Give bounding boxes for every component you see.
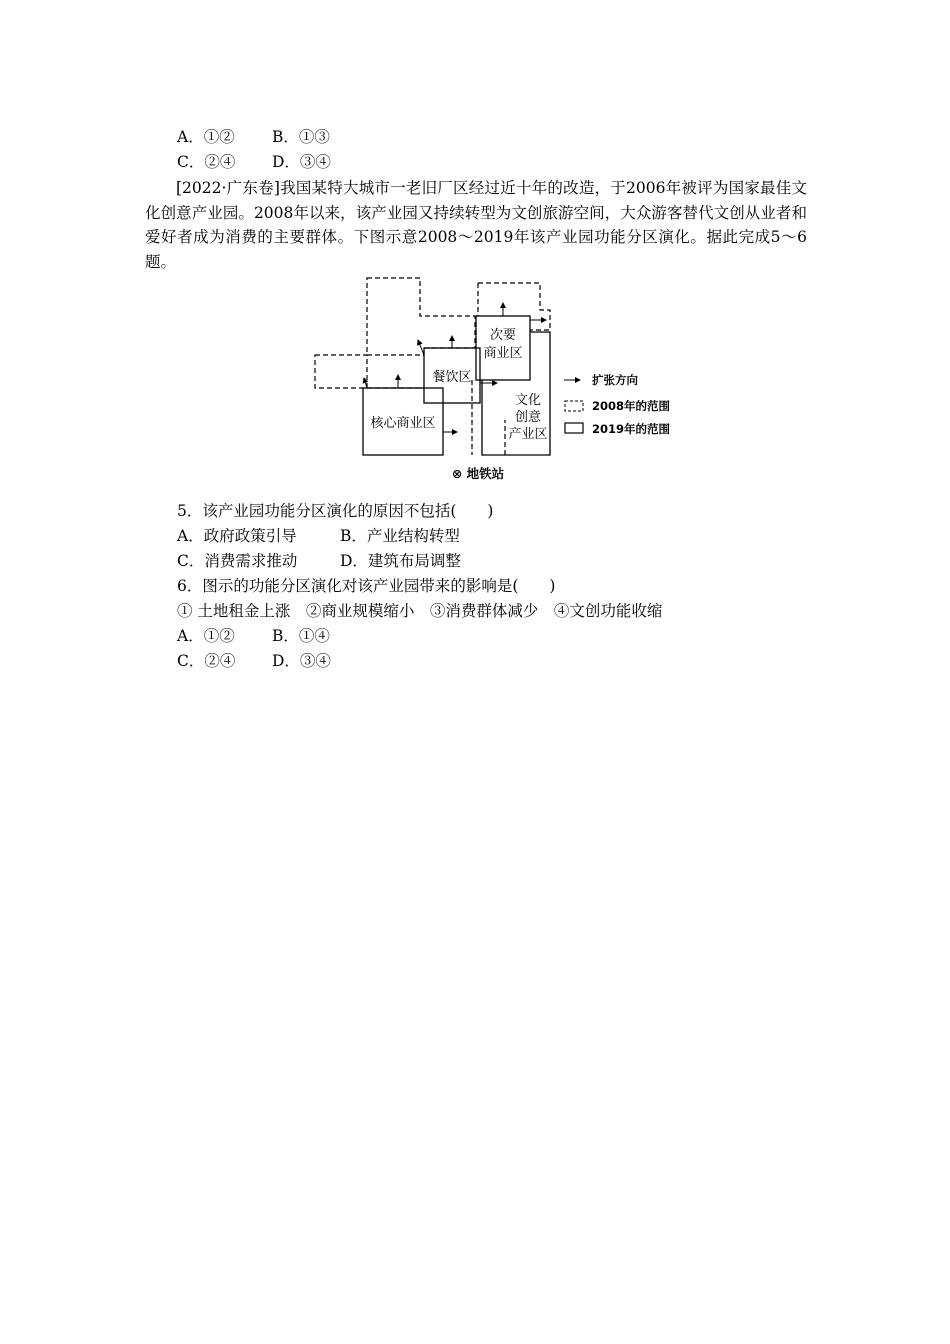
q6-option-a: A．①② (177, 627, 235, 645)
q5-option-c: C．消费需求推动 (177, 552, 298, 570)
dining-label: 餐饮区 (432, 370, 472, 385)
q5-option-a: A．政府政策引导 (177, 527, 297, 545)
q5-option-b: B．产业结构转型 (340, 527, 460, 545)
q6-option-c: C．②④ (177, 652, 236, 670)
prev-option-a: A．①② (177, 128, 235, 146)
legend-solid-label: 2019年的范围 (592, 422, 671, 436)
creative-label-2: 创意 (514, 410, 542, 425)
metro-station-label: ⊗ 地铁站 (451, 466, 505, 481)
legend-arrow-label: 扩张方向 (592, 373, 638, 387)
prev-option-c: C．②④ (177, 153, 236, 171)
industrial-park-figure (300, 272, 700, 488)
secondary-label-2: 商业区 (483, 346, 523, 361)
legend-solid-swatch (565, 423, 583, 433)
core-commercial-label: 核心商业区 (370, 416, 436, 431)
legend-dashed-label: 2008年的范围 (592, 399, 671, 413)
secondary-label-1: 次要 (489, 328, 517, 343)
q6-option-b: B．①④ (272, 627, 330, 645)
creative-label-1: 文化 (514, 393, 542, 408)
creative-label-3: 产业区 (508, 427, 548, 442)
q6-stem: 6．图示的功能分区演化对该产业园带来的影响是( ) (177, 577, 556, 595)
q5-option-d: D．建筑布局调整 (340, 552, 461, 570)
prev-option-b: B．①③ (272, 128, 330, 146)
prev-option-d: D．③④ (272, 153, 331, 171)
legend-dashed-swatch (565, 401, 583, 411)
q5-stem: 5．该产业园功能分区演化的原因不包括( ) (177, 502, 494, 520)
q6-option-d: D．③④ (272, 652, 331, 670)
intro-paragraph: [2022·广东卷]我国某特大城市一老旧厂区经过近十年的改造，于2006年被评为国家最佳文化创意产业园。2008年以来，该产业园又持续转型为文创旅游空间，大众游客替代文创从业者和爱好者成为消费的主要群体。下图示意2008～2019年该产业园功能分区演化。据此完成5～6题。 (145, 179, 807, 271)
q6-items: ① 土地租金上涨 ②商业规模缩小 ③消费群体减少 ④文创功能收缩 (177, 602, 663, 620)
